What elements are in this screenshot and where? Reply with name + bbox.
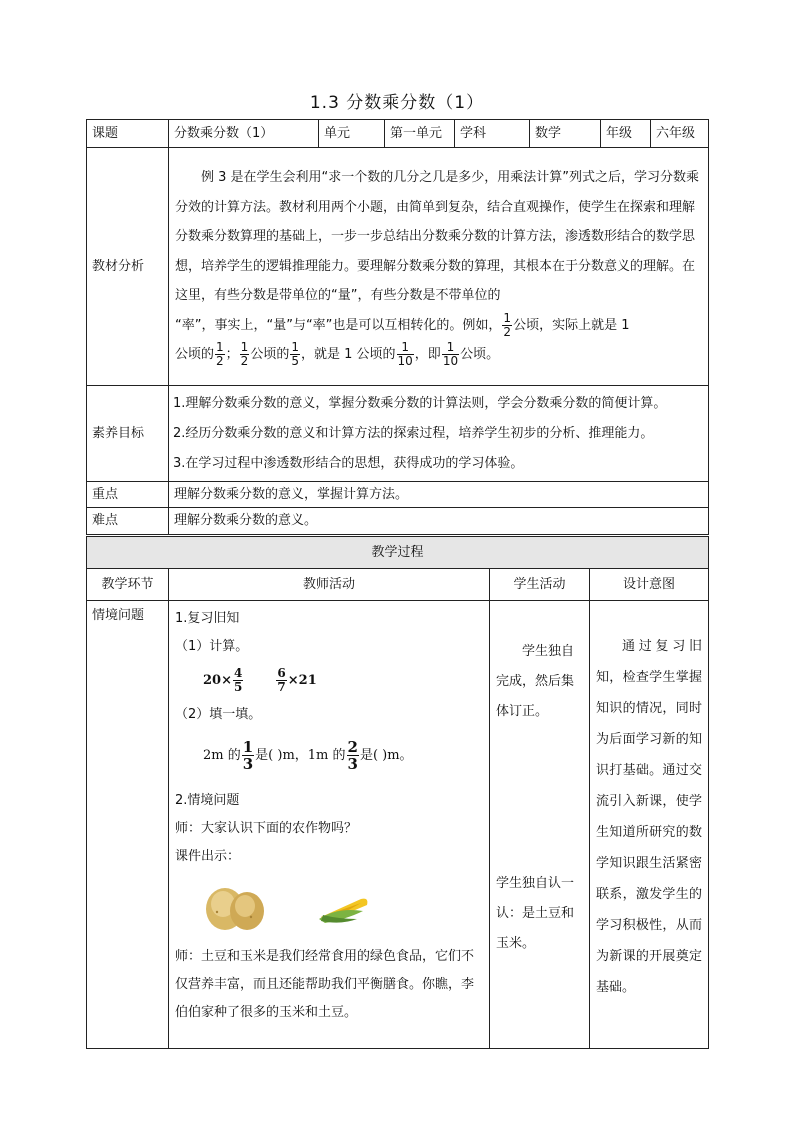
unit-value: 第一单元 <box>385 120 455 148</box>
label-topic: 课题 <box>87 120 169 148</box>
review-heading: 1.复习旧知 <box>175 611 240 626</box>
process-column-row <box>87 569 709 601</box>
goals-text <box>169 386 709 482</box>
analysis-text-segment: 公顷，实际上就是 1 <box>513 317 630 333</box>
analysis-text-segment: 公顷的 <box>250 347 290 363</box>
potato-icon <box>203 882 267 932</box>
topic-value: 分数乘分数（1） <box>169 120 319 148</box>
analysis-text <box>169 148 709 386</box>
fraction-six-sevenths: $\frac{6}{7}$ <box>277 665 286 694</box>
process-row <box>87 601 709 1049</box>
analysis-text-segment: 公顷。 <box>460 347 500 363</box>
calc-expr-text: 20× <box>203 673 232 688</box>
corn-icon <box>317 889 373 925</box>
fill-text: 2m 的 <box>203 748 241 763</box>
label-difficulty: 难点 <box>87 508 169 535</box>
calc-expr-text: ×21 <box>287 673 317 688</box>
student-activity-2: 学生独自认一认：是土豆和玉米。 <box>496 876 575 951</box>
label-key: 重点 <box>87 482 169 508</box>
fraction-one-half: $\frac{1}{2}$ <box>216 340 224 369</box>
fraction-two-thirds: $\frac{2}{3}$ <box>347 737 358 773</box>
process-header: 教学过程 <box>87 537 709 569</box>
difficulty-text: 理解分数乘分数的意义。 <box>169 508 709 535</box>
key-row <box>87 482 709 508</box>
goals-row <box>87 386 709 482</box>
info-row <box>87 120 709 148</box>
subject-value: 数学 <box>530 120 601 148</box>
goal-item: 1.理解分数乘分数的意义，掌握分数乘分数的计算法则，学会分数乘分数的简便计算。 <box>173 395 667 411</box>
teaching-process-table <box>86 536 709 1049</box>
col-teacher: 教师活动 <box>169 569 490 601</box>
label-analysis: 教材分析 <box>87 148 169 386</box>
fraction-one-tenth: $\frac{1}{10}$ <box>442 340 459 369</box>
grade-value: 六年级 <box>651 120 709 148</box>
label-goals: 素养目标 <box>87 386 169 482</box>
analysis-paragraph: 例 3 是在学生会利用“求一个数的几分之几是多少，用乘法计算”列式之后，学习分数乘分效的计算方法。教材利用两个小题，由简单到复杂，结合直观操作，使学生在探索和理解分数乘分数算理的基础上，一步一步总结出分数乘分数的计算方法，渗透数形结合的数学思想，培养学生的逻辑推理能力。要理解分数乘分数的算理，其根本在于分数意义的理解。在这里，有些分数是带单位的“量”，有些分数是不带单位的 <box>175 170 700 304</box>
goal-item: 2.经历分数乘分数的意义和计算方法的探索过程，培养学生初步的分析、推理能力。 <box>173 425 654 441</box>
analysis-line-2 <box>175 311 702 341</box>
label-unit: 单元 <box>319 120 385 148</box>
col-stage: 教学环节 <box>87 569 169 601</box>
goal-item: 3.在学习过程中渗透数形结合的思想，获得成功的学习体验。 <box>173 455 524 471</box>
calc-expressions <box>175 661 483 701</box>
label-subject: 学科 <box>455 120 530 148</box>
lesson-info-table <box>86 119 709 535</box>
analysis-text-segment: “率”，事实上，“量”与“率”也是可以互相转化的。例如， <box>175 317 502 333</box>
fill-text: 是( )m。 <box>359 748 413 763</box>
analysis-row <box>87 148 709 386</box>
calc-heading: （1）计算。 <box>175 639 249 654</box>
courseware-label: 课件出示： <box>175 849 241 864</box>
analysis-text-segment: ，就是 1 公顷的 <box>300 347 396 363</box>
difficulty-row <box>87 508 709 535</box>
analysis-text-segment: ； <box>225 347 239 363</box>
fraction-one-tenth: $\frac{1}{10}$ <box>397 340 413 369</box>
fill-expression <box>175 729 483 783</box>
teacher-activity-cell <box>169 601 490 1049</box>
analysis-text-segment: ，即 <box>414 347 441 363</box>
fraction-one-third: $\frac{1}{3}$ <box>242 737 254 773</box>
fraction-four-fifths: $\frac{4}{5}$ <box>233 665 243 694</box>
design-intent-cell: 通过复习旧知，检查学生掌握知识的情况，同时为后面学习新的知识打基础。通过交流引入新课，使学生知道所研究的数学知识跟生活紧密联系，激发学生的学习积极性，从而为新课的开展奠定基础。 <box>590 601 709 1049</box>
fraction-one-half: $\frac{1}{2}$ <box>240 340 249 369</box>
student-activity-cell <box>490 601 590 1049</box>
fill-text: 是( )m，1m 的 <box>255 748 346 763</box>
key-text: 理解分数乘分数的意义，掌握计算方法。 <box>169 482 709 508</box>
teacher-intro: 师：土豆和玉米是我们经常食用的绿色食品，它们不仅营养丰富，而且还能帮助我们平衡膳食。你瞧，李伯伯家种了很多的玉米和土豆。 <box>175 949 475 1020</box>
crop-images <box>175 871 483 943</box>
fill-heading: （2）填一填。 <box>175 707 262 722</box>
label-grade: 年级 <box>601 120 651 148</box>
fraction-one-half: $\frac{1}{2}$ <box>503 310 512 339</box>
page-title: 1.3 分数乘分数（1） <box>309 93 485 113</box>
teacher-question: 师：大家认识下面的农作物吗？ <box>175 821 358 836</box>
analysis-line-3 <box>175 340 702 370</box>
col-student: 学生活动 <box>490 569 590 601</box>
analysis-text-segment: 公顷的 <box>175 347 215 363</box>
situation-heading: 2.情境问题 <box>175 793 240 808</box>
col-intent: 设计意图 <box>590 569 709 601</box>
stage-cell: 情境问题 <box>87 601 169 1049</box>
fraction-one-fifth: $\frac{1}{5}$ <box>291 340 299 369</box>
student-activity-1: 学生独自完成，然后集体订正。 <box>496 644 575 719</box>
process-header-row <box>87 537 709 569</box>
